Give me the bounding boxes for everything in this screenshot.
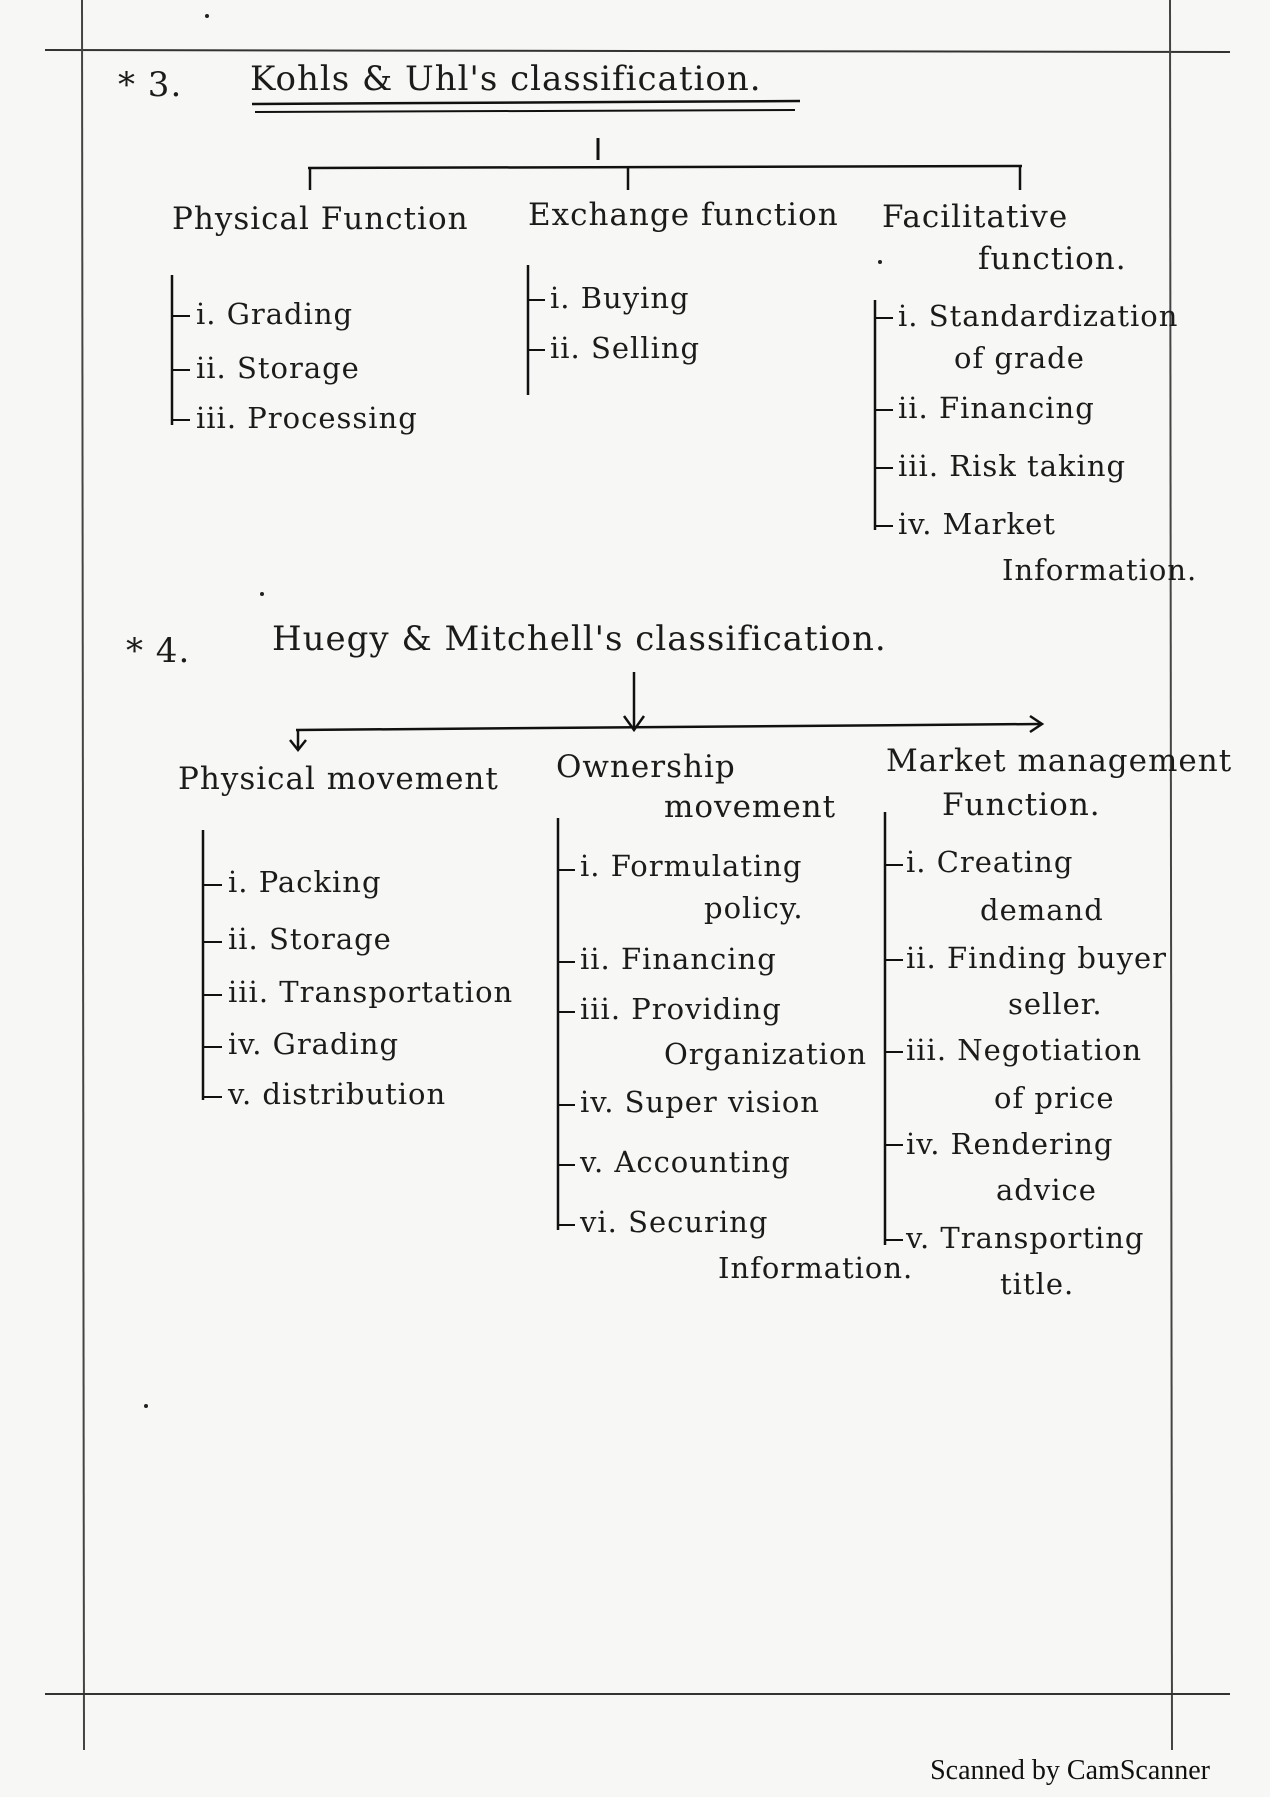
section3-marker: * 3. xyxy=(118,65,183,105)
section3-col1-item: i. Grading xyxy=(196,297,354,331)
section4-col3-item: iv. Rendering xyxy=(906,1127,1114,1161)
section3-col3-item: ii. Financing xyxy=(898,391,1095,425)
section4-col1-item: ii. Storage xyxy=(228,922,392,956)
section4-col1-head: Physical movement xyxy=(178,761,499,797)
section3-col3-item: of grade xyxy=(954,341,1085,375)
section3-col1-head: Physical Function xyxy=(172,201,469,237)
section4-col3-item: iii. Negotiation xyxy=(906,1033,1143,1067)
section4-col3-item: advice xyxy=(996,1173,1097,1207)
section4-col1-item: iv. Grading xyxy=(228,1027,400,1061)
speck xyxy=(144,1404,148,1408)
speck xyxy=(260,592,264,596)
section4-col2-head: Ownership xyxy=(556,749,736,785)
section3-col3-head: function. xyxy=(978,241,1127,277)
section4-col2-item: iv. Super vision xyxy=(580,1085,820,1119)
section3-title: Kohls & Uhl's classification. xyxy=(250,59,762,99)
section4-col3-item: seller. xyxy=(1008,987,1103,1021)
scanner-watermark: Scanned by CamScanner xyxy=(930,1755,1210,1786)
section3-col3-item: i. Standardization xyxy=(898,299,1179,333)
section4-col3-item: of price xyxy=(994,1081,1115,1115)
section4-col2-item: i. Formulating xyxy=(580,849,803,883)
speck xyxy=(878,260,882,264)
section3-col3-item: iii. Risk taking xyxy=(898,449,1127,483)
section3-col2-item: i. Buying xyxy=(550,281,690,315)
section4-col2-item: iii. Providing xyxy=(580,992,782,1026)
section4-col3-head: Market management xyxy=(886,743,1233,779)
section4-col3-item: v. Transporting xyxy=(906,1221,1145,1255)
section3-col1-item: iii. Processing xyxy=(196,401,418,435)
section4-marker: * 4. xyxy=(126,631,191,671)
section4-col1-item: iii. Transportation xyxy=(228,975,514,1009)
section4-col3-item: title. xyxy=(1000,1267,1075,1301)
section3-col1-item: ii. Storage xyxy=(196,351,360,385)
speck xyxy=(205,14,209,18)
section4-title: Huegy & Mitchell's classification. xyxy=(272,619,887,659)
section3-col3-head: Facilitative xyxy=(882,199,1069,235)
section4-col2-head: movement xyxy=(664,789,837,825)
section4-col3-item: i. Creating xyxy=(906,845,1074,879)
section4-col2-item: Organization xyxy=(664,1037,868,1071)
section3-col2-item: ii. Selling xyxy=(550,331,701,365)
section3-col3-item: iv. Market xyxy=(898,507,1056,541)
section3-col3-item: Information. xyxy=(1002,553,1198,587)
section4-col2-item: v. Accounting xyxy=(580,1145,791,1179)
section3-col2-head: Exchange function xyxy=(528,197,839,233)
section4-col3-item: demand xyxy=(980,893,1104,927)
section4-col3-head: Function. xyxy=(942,787,1101,823)
section4-col3-item: ii. Finding buyer xyxy=(906,941,1168,975)
section4-col2-item: policy. xyxy=(704,891,804,925)
section4-col1-item: i. Packing xyxy=(228,865,382,899)
section4-col2-item: vi. Securing xyxy=(580,1205,769,1239)
section4-col2-item: Information. xyxy=(718,1251,914,1285)
section4-col2-item: ii. Financing xyxy=(580,942,777,976)
section4-col1-item: v. distribution xyxy=(228,1077,447,1111)
